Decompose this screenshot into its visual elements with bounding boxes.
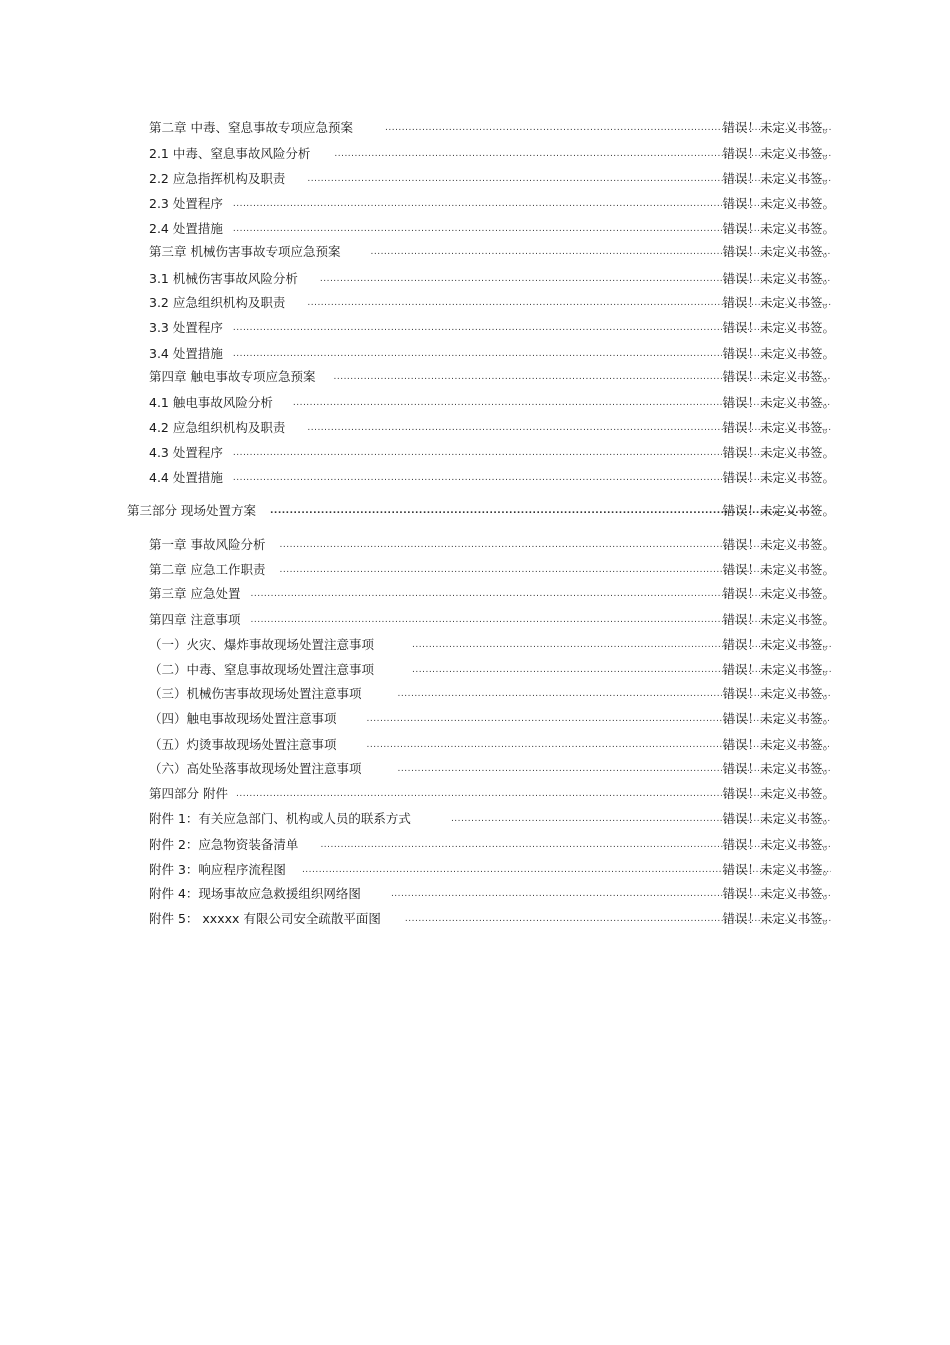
- toc-entry-label: 3.4 处置措施: [149, 346, 223, 361]
- page-ref-error: 错误！未定义书签。: [722, 662, 835, 677]
- toc-entry[interactable]: [149, 834, 835, 854]
- toc-entry-label: （六）高处坠落事故现场处置注意事项: [149, 761, 362, 776]
- toc-entry-label: 4.3 处置程序: [149, 445, 223, 460]
- toc-entry[interactable]: [149, 168, 835, 188]
- page-ref-error: 错误！未定义书签。: [722, 811, 835, 826]
- page-ref-error: 错误！未定义书签。: [722, 146, 835, 161]
- toc-entry-label: （二）中毒、窒息事故现场处置注意事项: [149, 662, 375, 677]
- toc-entry[interactable]: [149, 193, 835, 213]
- toc-entry-label: 4.2 应急组织机构及职责: [149, 420, 286, 435]
- toc-entry[interactable]: [149, 583, 835, 603]
- toc-entry-label: 第一章 事故风险分析: [149, 537, 266, 552]
- page-ref-error: 错误！未定义书签。: [722, 271, 835, 286]
- page-ref-error: 错误！未定义书签。: [722, 612, 835, 627]
- toc-entry[interactable]: [149, 783, 835, 803]
- page-ref-error: 错误！未定义书签。: [722, 171, 835, 186]
- toc-entry[interactable]: [149, 292, 835, 312]
- toc-entry[interactable]: [149, 609, 835, 629]
- toc-entry-label: 第四部分 附件: [149, 786, 228, 801]
- toc-entry[interactable]: [149, 534, 835, 554]
- toc-entry[interactable]: [149, 317, 835, 337]
- page-ref-error: 错误！未定义书签。: [722, 445, 835, 460]
- page-ref-error: 错误！未定义书签。: [722, 737, 835, 752]
- toc-entry[interactable]: [149, 392, 835, 412]
- page-ref-error: 错误！未定义书签。: [722, 586, 835, 601]
- toc-entry-label: 2.2 应急指挥机构及职责: [149, 171, 286, 186]
- page-ref-error: 错误！未定义书签。: [722, 886, 835, 901]
- toc-entry[interactable]: [149, 559, 835, 579]
- toc-entry[interactable]: [149, 268, 835, 288]
- toc-entry[interactable]: [149, 442, 835, 462]
- toc-entry[interactable]: [149, 417, 835, 437]
- toc-entry[interactable]: [149, 908, 835, 928]
- toc-entry-label: 4.4 处置措施: [149, 470, 223, 485]
- toc-entry-label: 附件 1：有关应急部门、机构或人员的联系方式: [149, 811, 411, 826]
- toc-entry-label: （五）灼烫事故现场处置注意事项: [149, 737, 337, 752]
- toc-entry-label: 第四章 注意事项: [149, 612, 241, 627]
- page-ref-error: 错误！未定义书签。: [722, 369, 835, 384]
- toc-entry[interactable]: [149, 708, 835, 728]
- page-ref-error: 错误！未定义书签。: [722, 196, 835, 211]
- page-ref-error: 错误！未定义书签。: [722, 120, 835, 135]
- page-ref-error: 错误！未定义书签。: [722, 686, 835, 701]
- page-ref-error: 错误！未定义书签。: [722, 221, 835, 236]
- page-ref-error: 错误！未定义书签。: [722, 637, 835, 652]
- toc-entry-label: 2.3 处置程序: [149, 196, 223, 211]
- page-ref-error: 错误！未定义书签。: [722, 562, 835, 577]
- toc-entry-label: 附件 4：现场事故应急救援组织网络图: [149, 886, 361, 901]
- page-ref-error: 错误！未定义书签。: [722, 320, 835, 335]
- toc-entry[interactable]: [149, 683, 835, 703]
- toc-entry[interactable]: [149, 883, 835, 903]
- toc-entry-label: （一）火灾、爆炸事故现场处置注意事项: [149, 637, 375, 652]
- toc-entry-label: 附件 5： xxxxx 有限公司安全疏散平面图: [149, 911, 381, 926]
- page-ref-error: 错误！未定义书签。: [722, 503, 835, 518]
- page-ref-error: 错误！未定义书签。: [722, 837, 835, 852]
- toc-entry-label: 第三章 应急处置: [149, 586, 241, 601]
- toc-entry-label: 第二章 中毒、窒息事故专项应急预案: [149, 120, 353, 135]
- toc-entry-label: （四）触电事故现场处置注意事项: [149, 711, 337, 726]
- toc-entry[interactable]: [149, 218, 835, 238]
- toc-part-entry[interactable]: [127, 500, 835, 520]
- toc-entry[interactable]: [149, 859, 835, 879]
- toc-entry-label: 第四章 触电事故专项应急预案: [149, 369, 316, 384]
- page-ref-error: 错误！未定义书签。: [722, 346, 835, 361]
- toc-entry[interactable]: [149, 241, 835, 261]
- page-ref-error: 错误！未定义书签。: [722, 911, 835, 926]
- toc-entry[interactable]: [149, 659, 835, 679]
- page-ref-error: 错误！未定义书签。: [722, 470, 835, 485]
- page-ref-error: 错误！未定义书签。: [722, 537, 835, 552]
- toc-entry-label: 2.1 中毒、窒息事故风险分析: [149, 146, 311, 161]
- toc-entry[interactable]: [149, 808, 835, 828]
- toc-entry[interactable]: [149, 343, 835, 363]
- toc-entry-label: 3.3 处置程序: [149, 320, 223, 335]
- toc-entry[interactable]: [149, 117, 835, 137]
- toc-entry[interactable]: [149, 634, 835, 654]
- page-ref-error: 错误！未定义书签。: [722, 711, 835, 726]
- page-ref-error: 错误！未定义书签。: [722, 862, 835, 877]
- page-ref-error: 错误！未定义书签。: [722, 295, 835, 310]
- toc-entry[interactable]: [149, 734, 835, 754]
- toc-entry[interactable]: [149, 467, 835, 487]
- toc-entry[interactable]: [149, 143, 835, 163]
- toc-entry[interactable]: [149, 366, 835, 386]
- page-ref-error: 错误！未定义书签。: [722, 761, 835, 776]
- toc-entry-label: 4.1 触电事故风险分析: [149, 395, 273, 410]
- page-ref-error: 错误！未定义书签。: [722, 395, 835, 410]
- toc-entry-label: 第三章 机械伤害事故专项应急预案: [149, 244, 341, 259]
- toc-entry[interactable]: [149, 758, 835, 778]
- toc-entry-label: 2.4 处置措施: [149, 221, 223, 236]
- toc-entry-label: 3.2 应急组织机构及职责: [149, 295, 286, 310]
- toc-entry-label: 附件 3：响应程序流程图: [149, 862, 286, 877]
- toc-entry-label: 3.1 机械伤害事故风险分析: [149, 271, 298, 286]
- page-ref-error: 错误！未定义书签。: [722, 420, 835, 435]
- page-ref-error: 错误！未定义书签。: [722, 786, 835, 801]
- toc-entry-label: 第二章 应急工作职责: [149, 562, 266, 577]
- page-ref-error: 错误！未定义书签。: [722, 244, 835, 259]
- toc-entry-label: （三）机械伤害事故现场处置注意事项: [149, 686, 362, 701]
- toc-entry-label: 第三部分 现场处置方案: [127, 503, 256, 518]
- toc-entry-label: 附件 2：应急物资装备清单: [149, 837, 299, 852]
